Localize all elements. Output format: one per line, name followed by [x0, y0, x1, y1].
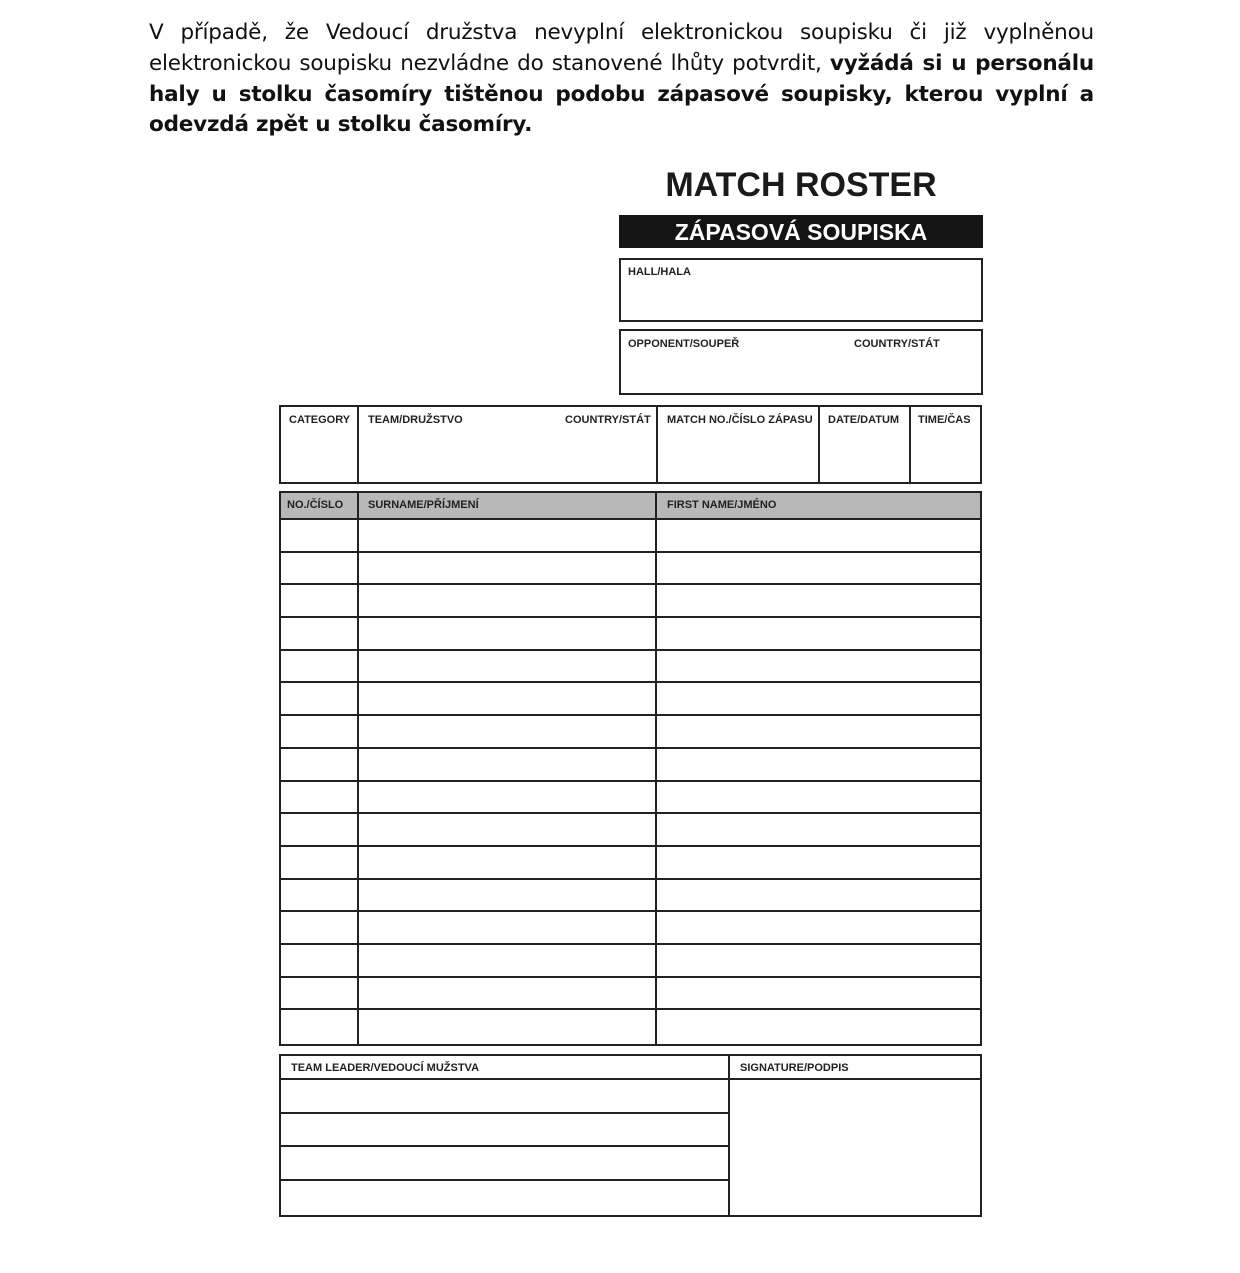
opponent-label: OPPONENT/SOUPEŘ: [628, 338, 740, 350]
first-name-header: FIRST NAME/JMÉNO: [667, 499, 777, 511]
roster-row[interactable]: [281, 618, 980, 651]
match-no-label: MATCH NO./ČÍSLO ZÁPASU: [667, 414, 813, 426]
team-leader-label: TEAM LEADER/VEDOUCÍ MUŽSTVA: [291, 1062, 480, 1074]
roster-row[interactable]: [281, 520, 980, 553]
roster-header: [281, 493, 980, 520]
team-label: TEAM/DRUŽSTVO: [368, 414, 463, 426]
surname-header: SURNAME/PŘÍJMENÍ: [368, 499, 479, 511]
roster-row[interactable]: [281, 651, 980, 684]
divider: [818, 407, 820, 482]
divider: [357, 493, 359, 1044]
date-label: DATE/DATUM: [828, 414, 900, 426]
team-leader-row[interactable]: [281, 1181, 728, 1213]
roster-row[interactable]: [281, 978, 980, 1011]
form-title: MATCH ROSTER: [665, 166, 937, 204]
roster-row[interactable]: [281, 912, 980, 945]
roster-row[interactable]: [281, 716, 980, 749]
divider: [655, 493, 657, 1044]
roster-row[interactable]: [281, 1010, 980, 1041]
team-leader-table: [279, 1054, 982, 1217]
roster-row[interactable]: [281, 880, 980, 913]
opponent-country-label: COUNTRY/STÁT: [854, 338, 940, 350]
opponent-field[interactable]: [619, 329, 983, 395]
signature-field[interactable]: [730, 1080, 980, 1215]
roster-row[interactable]: [281, 683, 980, 716]
team-leader-row[interactable]: [281, 1114, 728, 1148]
intro-normal-text: V případě, že Vedoucí družstva nevyplní elektronickou soupisku či již vyplněnou elektronickou soupisku nezvládne do stanovené lhůty potvrdit,: [149, 20, 1094, 76]
intro-paragraph: [149, 18, 1094, 141]
team-leader-row[interactable]: [281, 1080, 728, 1114]
signature-label: SIGNATURE/PODPIS: [740, 1062, 849, 1074]
match-info-table: [279, 405, 982, 484]
roster-row[interactable]: [281, 585, 980, 618]
divider: [357, 407, 359, 482]
roster-row[interactable]: [281, 847, 980, 880]
divider: [656, 407, 658, 482]
roster-row[interactable]: [281, 749, 980, 782]
roster-row[interactable]: [281, 782, 980, 815]
roster-table: [279, 491, 982, 1046]
team-country-label: COUNTRY/STÁT: [565, 414, 651, 426]
form-subtitle: ZÁPASOVÁ SOUPISKA: [619, 215, 983, 248]
roster-row[interactable]: [281, 945, 980, 978]
hall-field[interactable]: [619, 258, 983, 322]
time-label: TIME/ČAS: [918, 414, 971, 426]
category-label: CATEGORY: [289, 414, 351, 426]
roster-row[interactable]: [281, 814, 980, 847]
divider: [909, 407, 911, 482]
hall-label: HALL/HALA: [628, 266, 691, 278]
team-leader-row[interactable]: [281, 1147, 728, 1181]
number-header: NO./ČÍSLO: [287, 499, 344, 511]
roster-row[interactable]: [281, 553, 980, 586]
intro-bold-text: vyžádá si u personálu haly u stolku časomíry tištěnou podobu zápasové soupisky, kterou vyplní a odevzdá zpět u stolku časomíry.: [149, 50, 1095, 138]
